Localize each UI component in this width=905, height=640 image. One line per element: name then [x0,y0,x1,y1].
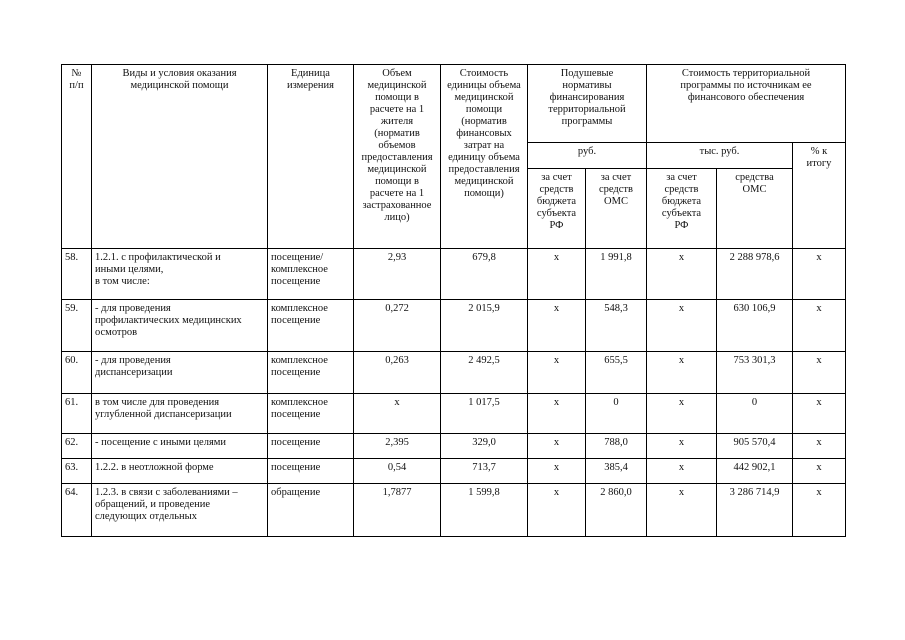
row-oms-thous: 630 106,9 [717,300,793,352]
row-oms-rub: 0 [586,394,647,434]
row-budget-thous: х [647,352,717,394]
row-unit: комплексное посещение [268,394,354,434]
row-name: - для проведения диспансеризации [92,352,268,394]
row-budget-thous: х [647,300,717,352]
header-unit-cost: Стоимость единицы объема медицинской помощи (норматив финансовых затрат на единицу объема предоставления медицинской помощи) [441,65,528,249]
row-oms-thous: 905 570,4 [717,434,793,459]
header-budget-thous: за счет средств бюджета субъекта РФ [647,169,717,249]
row-number: 63. [62,459,92,484]
row-budget-rub: х [528,394,586,434]
row-percent: х [793,459,846,484]
row-name: 1.2.2. в неотложной форме [92,459,268,484]
row-unit: комплексное посещение [268,300,354,352]
row-name: в том числе для проведения углубленной диспансеризации [92,394,268,434]
table-row [62,394,846,434]
row-cost: 329,0 [441,434,528,459]
row-volume: х [354,394,441,434]
row-number: 62. [62,434,92,459]
table-row [62,434,846,459]
row-name: 1.2.3. в связи с заболеваниями – обращений, и проведение следующих отдельных [92,484,268,537]
row-name: - для проведения профилактических медицинских осмотров [92,300,268,352]
row-volume: 2,93 [354,249,441,300]
header-oms-thous: средства ОМС [717,169,793,249]
row-budget-thous: х [647,249,717,300]
row-percent: х [793,484,846,537]
row-budget-thous: х [647,394,717,434]
table-row [62,352,846,394]
row-oms-rub: 1 991,8 [586,249,647,300]
header-percent: % к итогу [793,143,846,249]
row-oms-thous: 2 288 978,6 [717,249,793,300]
row-number: 64. [62,484,92,537]
row-cost: 2 015,9 [441,300,528,352]
row-budget-thous: х [647,484,717,537]
row-oms-rub: 385,4 [586,459,647,484]
row-budget-rub: х [528,352,586,394]
header-number: № п/п [62,65,92,249]
row-budget-rub: х [528,300,586,352]
row-oms-thous: 753 301,3 [717,352,793,394]
row-cost: 2 492,5 [441,352,528,394]
row-volume: 2,395 [354,434,441,459]
row-name: - посещение с иными целями [92,434,268,459]
row-number: 58. [62,249,92,300]
row-name: 1.2.1. с профилактической и иными целями, в том числе: [92,249,268,300]
row-cost: 1 017,5 [441,394,528,434]
row-oms-rub: 655,5 [586,352,647,394]
header-unit: Единица измерения [268,65,354,249]
table-row [62,300,846,352]
header-rub: руб. [528,143,647,169]
row-number: 59. [62,300,92,352]
row-percent: х [793,249,846,300]
row-unit: посещение/ комплексное посещение [268,249,354,300]
row-percent: х [793,300,846,352]
row-number: 60. [62,352,92,394]
row-oms-rub: 548,3 [586,300,647,352]
row-oms-thous: 0 [717,394,793,434]
row-oms-rub: 2 860,0 [586,484,647,537]
row-oms-thous: 442 902,1 [717,459,793,484]
row-percent: х [793,434,846,459]
row-budget-rub: х [528,459,586,484]
row-cost: 1 599,8 [441,484,528,537]
row-volume: 0,54 [354,459,441,484]
row-unit: комплексное посещение [268,352,354,394]
row-budget-rub: х [528,249,586,300]
table-row [62,459,846,484]
row-number: 61. [62,394,92,434]
row-volume: 1,7877 [354,484,441,537]
row-budget-thous: х [647,459,717,484]
header-oms-rub: за счет средств ОМС [586,169,647,249]
row-unit: посещение [268,459,354,484]
header-thous-rub: тыс. руб. [647,143,793,169]
row-volume: 0,272 [354,300,441,352]
header-volume: Объем медицинской помощи в расчете на 1 жителя (норматив объемов предоставления медицинской помощи в расчете на 1 застрахованное лицо) [354,65,441,249]
header-per-capita: Подушевые нормативы финансирования территориальной программы [528,65,647,143]
row-unit: обращение [268,484,354,537]
row-budget-rub: х [528,434,586,459]
row-percent: х [793,352,846,394]
header-budget-rub: за счет средств бюджета субъекта РФ [528,169,586,249]
row-budget-rub: х [528,484,586,537]
table-row [62,484,846,537]
row-volume: 0,263 [354,352,441,394]
table-row [62,249,846,300]
row-percent: х [793,394,846,434]
header-total-cost: Стоимость территориальной программы по источникам ее финансового обеспечения [647,65,846,143]
row-oms-rub: 788,0 [586,434,647,459]
row-budget-thous: х [647,434,717,459]
row-oms-thous: 3 286 714,9 [717,484,793,537]
row-cost: 679,8 [441,249,528,300]
header-care-type: Виды и условия оказания медицинской помощи [92,65,268,249]
row-cost: 713,7 [441,459,528,484]
financing-table [61,64,846,537]
row-unit: посещение [268,434,354,459]
